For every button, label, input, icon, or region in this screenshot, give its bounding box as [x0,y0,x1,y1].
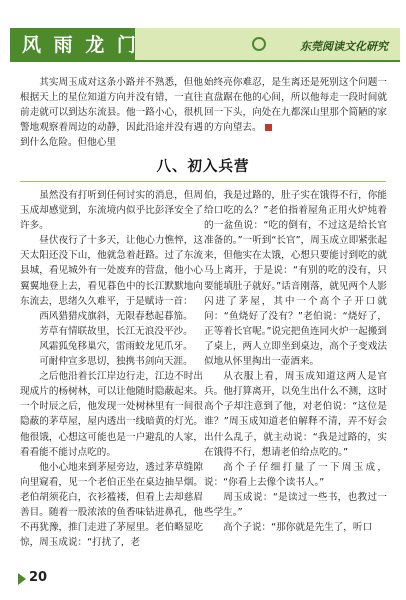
series-subtitle: 东莞阅读文化研究 [300,40,388,53]
triangle-marker-icon [18,573,26,585]
paragraph: 其实周玉成对这条小路并不熟悉，但他根据天上的星位知道方向并没有错，一直往前走就可以到达东流县。他一路小心，很机警地观察着周边的动静，因此沿途并没有遇到什么危险。但他心里 [20,77,203,149]
section-heading: 八、初入兵营 [156,159,250,175]
paragraph: 虽然没有打听到任何讨实的消息，但周玉成却感觉到，东流境内似乎比彭泽安全了许多。 [20,190,203,232]
paragraph: 昼伏夜行了十多天，让他心力憔悴，这天太阳还没下山，他就急着赶路。过了东流县城，看见城外有一处废弃的营盘，他小心翼翼地登上去，看见暮色中的长江默默地向东流去，思绪久久难平，于是赋诗一首： [20,235,203,307]
page-number: 20 [29,570,48,585]
paragraph: 始终亮你难忍，是生离还是死别这个问题一直盘踞在他的心间，所以他每走一段时间就回一下头，向处在九都深山里那个简陋的家的方向望去。 [204,77,387,134]
poem [20,309,203,369]
page-header [0,28,406,62]
poem-line: 芳草有情联故里，长江无浪没平沙。 [39,325,193,337]
circle-ornament-icon [252,37,266,51]
poem-line: 可耐仲宣多思切，独携书剑向天涯。 [39,356,193,368]
section-end-mark-icon [265,124,272,131]
paragraph: 高个子说：“那你就是先生了，听口 [223,522,373,534]
paragraph: 之后他沿着长江岸边行走，江边不时出现成片的杨树林，可以让他随时隐蔽起来。一个时辰之后，他发现一处树林里有一间很隐蔽的茅草屋，屋内透出一线暗黄的灯光。他很饿，心想这可能也是一户避乱的人家，看看能不能讨点吃的。 [20,371,203,458]
left-column [20,188,203,550]
top-right-column [204,75,387,135]
divider [20,181,386,182]
book-title: 风 雨 龙 门 [22,34,139,56]
poem-line: 西风猎猎戍旗斜，无限春愁起暮笳。 [39,310,193,322]
paragraph: 高个子仔细打量了一下周玉成，说：“你看上去像个读书人。” [204,461,387,488]
paragraph: 伯，我是过路的，肚子实在饿得不行，你能给口吃的么？”老伯指着屋角正用火炉炖着的一盆鱼说：“吃的倒有，不过这是给长官准备的。”一听到“长官”，周玉成立即紧张起来，但他实在太饿，心想只要能讨到吃的就马上离开，于是说：“有别的吃的没有，只要能填肚子就好。”话音刚落，就见两个人影闪进了茅屋，其中一个高个子开口就问：“鱼烧好了没有？”老伯说：“烧好了，正等着长官呢。”说完把鱼连同火炉一起搬到了桌上，两人立即坐到桌边，高个子变戏法似地从怀里掏出一壶酒来。 [204,190,387,368]
right-column [204,188,387,535]
paragraph: 从衣服上看，周玉成知道这两人是官兵。他打算离开，以免生出什么不测，这时高个子却注意到了他，对老伯说：“这位是谁？”周玉成知道老伯解释不清，弄不好会出什么乱子，就主动说：“我是过路的，实在饿得不行，想请老伯给点吃的。” [204,371,387,458]
paragraph: 他小心地来到茅屋旁边，透过茅草缝隙向里窥看，见一个老伯正坐在桌边抽旱烟。老伯胡须花白，衣衫褴褛，但看上去却慈眉善目。随着一股浓浓的鱼香味钻进鼻孔，他不再犹豫，推门走进了茅屋里。老伯略显吃惊，周玉成说：“打扰了，老 [20,461,203,549]
paragraph: 周玉成说：“是读过一些书，也教过一些学生。” [204,491,387,518]
poem-line: 风霜狐兔移巢穴，雷雨蛟龙见爪牙。 [39,340,193,352]
top-left-column [20,75,203,150]
